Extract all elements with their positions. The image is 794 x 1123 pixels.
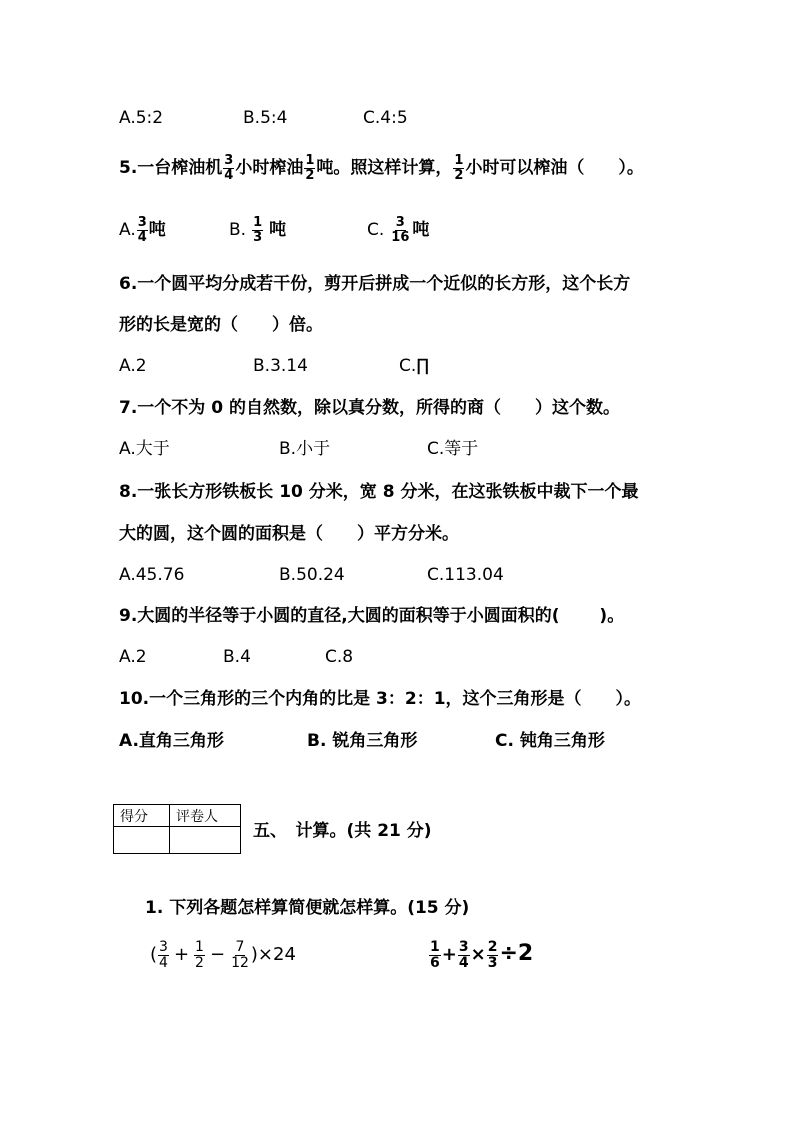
score-table — [113, 804, 241, 854]
q9-text: 9.大圆的半径等于小圆的直径,大圆的面积等于小圆面积的( )。 — [119, 606, 625, 626]
q10-option-b: B. 锐角三角形 — [307, 731, 418, 751]
score-cell[interactable] — [114, 827, 170, 854]
expr1-fraction-1: $\frac{3}{4}$ — [159, 939, 168, 971]
section-5-title: 五、 计算。(共 21 分) — [253, 821, 432, 841]
expr1-minus: − — [209, 944, 226, 966]
expr1-open-paren: ( — [150, 944, 158, 966]
q10-option-a: A.直角三角形 — [119, 731, 224, 751]
q4-option-c: C.4:5 — [363, 108, 408, 128]
q5-part1: 5.一台榨油机 — [119, 158, 223, 178]
score-header: 得分 — [114, 805, 170, 827]
q6-line1: 6.一个圆平均分成若干份，剪开后拼成一个近似的长方形，这个长方 — [119, 274, 631, 294]
q5-option-a: A. $\frac{3}{4}$ 吨 — [119, 214, 166, 245]
q6-line2: 形的长是宽的（ ）倍。 — [119, 315, 323, 335]
expression-2 — [428, 940, 533, 970]
q5-options — [119, 212, 519, 248]
q6-option-a: A.2 — [119, 356, 147, 376]
q6-option-c: C.∏ — [399, 356, 430, 376]
q5-option-b: B. $\frac{1}{3}$ 吨 — [229, 214, 287, 245]
q5-fraction-1: $\frac{3}{4}$ — [224, 152, 234, 183]
q5-part2: 小时榨油 — [235, 158, 304, 178]
q5-part3: 吨。照这样计算， — [316, 158, 453, 178]
q5-option-c: C. $\frac{3}{16}$ 吨 — [367, 214, 430, 245]
q10-text: 10.一个三角形的三个内角的比是 3：2：1，这个三角形是（ ）。 — [119, 689, 642, 709]
q7-text: 7.一个不为 0 的自然数，除以真分数，所得的商（ ）这个数。 — [119, 398, 620, 418]
expr1-tail: )×24 — [250, 944, 296, 966]
expr2-plus: + — [441, 944, 457, 966]
q9-option-b: B.4 — [223, 647, 251, 667]
q8-option-b: B.50.24 — [279, 565, 345, 585]
expr2-fraction-3: $\frac{2}{3}$ — [487, 939, 498, 971]
q8-line2: 大的圆，这个圆的面积是（ ）平方分米。 — [119, 524, 459, 544]
expr2-fraction-2: $\frac{3}{4}$ — [458, 939, 469, 971]
q7-option-c: C.等于 — [427, 439, 479, 459]
q5-part4: 小时可以榨油（ ）。 — [465, 158, 644, 178]
q5-option-c-fraction: $\frac{3}{16}$ — [391, 214, 410, 245]
q8-option-c: C.113.04 — [427, 565, 504, 585]
q10-option-c: C. 钝角三角形 — [495, 731, 605, 751]
q6-option-b: B.3.14 — [253, 356, 308, 376]
section-5-sub1: 1. 下列各题怎样算简便就怎样算。(15 分) — [145, 898, 470, 918]
expr2-fraction-1: $\frac{1}{6}$ — [430, 939, 440, 971]
q5-fraction-2: $\frac{1}{2}$ — [305, 152, 315, 183]
q5-option-b-fraction: $\frac{1}{3}$ — [253, 214, 263, 245]
q5-option-a-fraction: $\frac{3}{4}$ — [137, 214, 147, 245]
grader-cell[interactable] — [170, 827, 241, 854]
q9-option-a: A.2 — [119, 647, 147, 667]
q4-option-b: B.5:4 — [243, 108, 288, 128]
q7-option-b: B.小于 — [279, 439, 331, 459]
q8-option-a: A.45.76 — [119, 565, 185, 585]
expression-1 — [150, 940, 296, 970]
question-5 — [119, 150, 644, 186]
expr2-tail: ÷2 — [499, 941, 534, 967]
grader-header: 评卷人 — [170, 805, 241, 827]
q8-line1: 8.一张长方形铁板长 10 分米，宽 8 分米，在这张铁板中裁下一个最 — [119, 482, 639, 502]
q7-option-a: A.大于 — [119, 439, 170, 459]
expr1-fraction-2: $\frac{1}{2}$ — [195, 939, 204, 971]
expr2-times: × — [470, 944, 486, 966]
q5-fraction-3: $\frac{1}{2}$ — [454, 152, 464, 183]
q4-option-a: A.5:2 — [119, 108, 164, 128]
expr1-plus: + — [173, 944, 190, 966]
q9-option-c: C.8 — [325, 647, 354, 667]
expr1-fraction-3: $\frac{7}{12}$ — [231, 939, 249, 971]
